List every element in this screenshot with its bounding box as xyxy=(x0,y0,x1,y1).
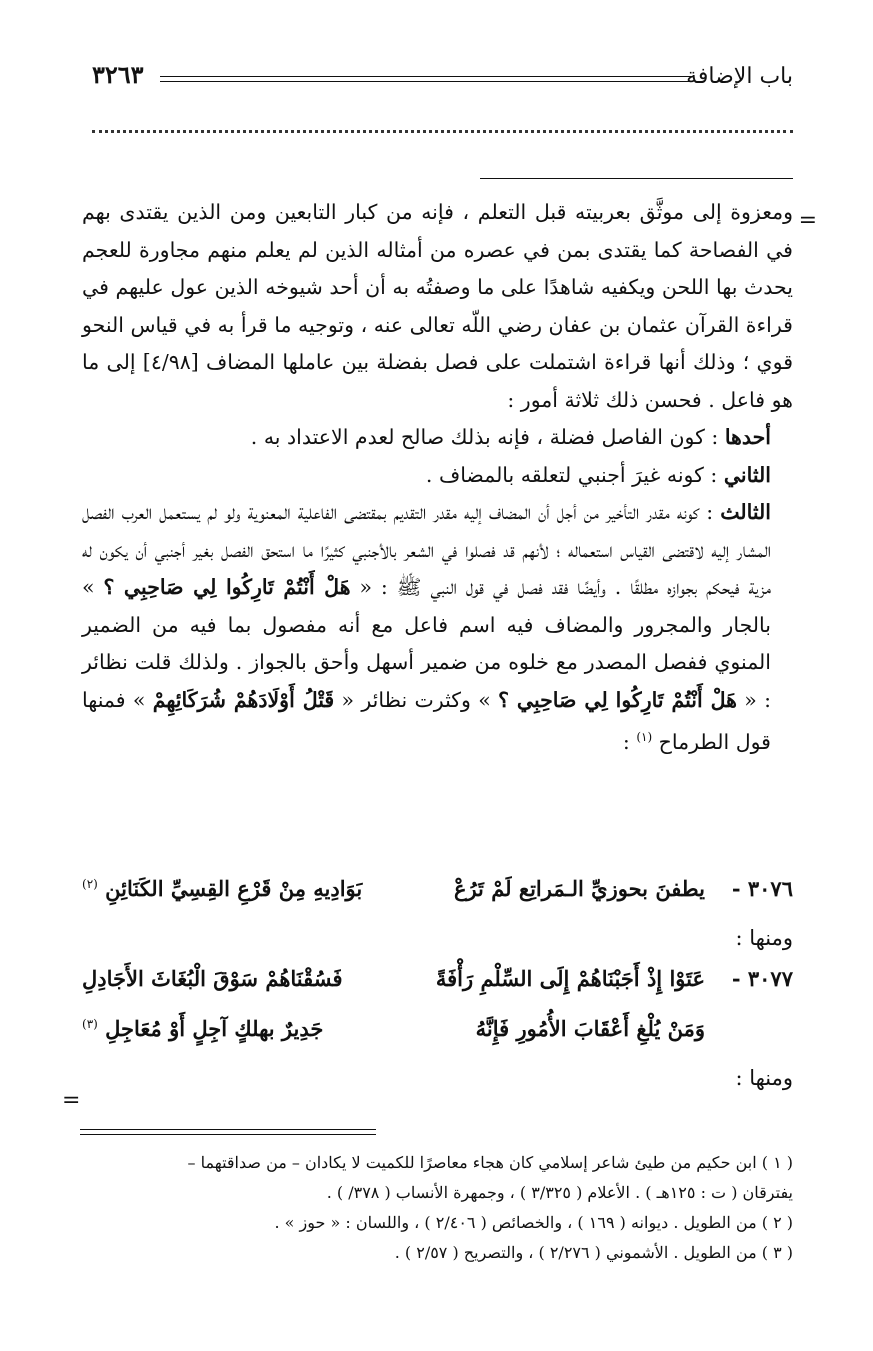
footnote-3: ( ٣ ) من الطويل . الأشموني ( ٢/٢٧٦ ) ، والتصريح ( ٢/٥٧ ) . xyxy=(394,1243,793,1262)
quran-quote: قَتْلُ أَوْلَادَهُمْ شُرَكَائِهِمْ xyxy=(152,687,335,712)
verse-second-hemistich xyxy=(82,876,362,901)
continuation-mark: = xyxy=(798,208,817,233)
hadith-quote-1: هَلْ أَنْتُمْ تَارِكُوا لِي صَاحِبِي ؟ xyxy=(103,575,351,599)
item-second xyxy=(82,457,793,495)
footnotes xyxy=(82,1148,793,1268)
minha-label-1: ومنها : xyxy=(735,926,793,950)
verse-3077-second-line xyxy=(82,1008,793,1058)
item-third-label: الثالث xyxy=(720,500,771,524)
footnote-ref-2: (٢) xyxy=(82,877,98,891)
footnote-ref-1: (١) xyxy=(636,730,653,744)
item-third-text-d: » فمنها قول الطرماح xyxy=(82,687,771,754)
header-rule-top xyxy=(160,76,693,77)
item-second-text: : كونه غيرَ أجنبي لتعلقه بالمضاف . xyxy=(425,462,724,487)
footnote-ref-3: (٣) xyxy=(82,1017,98,1031)
footnote-2: ( ٢ ) من الطويل . ديوانه ( ١٦٩ ) ، والخصائص ( ٢/٤٠٦ ) ، واللسان : « حوز » . xyxy=(274,1213,793,1232)
verse-second-hemistich xyxy=(82,1016,323,1041)
text-separator-rule xyxy=(480,178,793,179)
item-first xyxy=(82,419,793,457)
hadith-quote-2: هَلْ أَنْتُمْ تَارِكُوا لِي صَاحِبِي ؟ xyxy=(498,687,737,712)
verse-number: ٣٠٧٧ - xyxy=(731,966,793,991)
verse-number: ٣٠٧٦ - xyxy=(731,876,793,901)
verse-second-hemistich-text: بَوَادِيهِ مِنْ قَرْعِ القِسِيِّ الكَنَائِنِ xyxy=(105,876,363,901)
main-text xyxy=(82,194,793,761)
item-first-text: : كون الفاصل فضلة ، فإنه بذلك صالح لعدم الاعتداد به . xyxy=(250,425,725,449)
verse-3077 xyxy=(82,958,793,1008)
chapter-title: باب الإضافة xyxy=(686,64,793,89)
item-second-label: الثاني xyxy=(723,462,771,487)
poetry-verses xyxy=(82,868,793,1098)
verse-first-hemistich: يطفنَ بحوزيِّ الـمَراتِع لَمْ تَرُعْ xyxy=(453,876,705,901)
dotted-separator xyxy=(92,130,793,133)
item-third xyxy=(82,494,793,761)
item-third-text-e: : xyxy=(622,729,637,754)
continuation-mark-end: = xyxy=(62,1088,81,1113)
footnote-rule-bottom xyxy=(80,1134,376,1135)
verse-first-hemistich: وَمَنْ يُلْغِ أَعْقَابَ الأُمُورِ فَإِنَّهُ xyxy=(475,1016,705,1041)
verse-second-hemistich-text: جَدِيرٌ بهلكٍ آجِلٍ أَوْ مُعَاجِلِ xyxy=(105,1016,324,1041)
paragraph-intro: ومعزوة إلى موثَّق بعربيته قبل التعلم ، فإنه من كبار التابعين ومن الذين يقتدى بهم في الفصاحة كما يقتدى بمن في عصره من أمثاله الذين لم يعلم منهم مجاورة للعجم يحدث بها اللحن ويكفيه شاهدًا على ما وصفتُه به أن أحد شيوخه الذين عول عليهم في قراءة القرآن عثمان بن عفان رضي اللّه تعالى عنه ، وتوجيه ما قرأ به في قياس النحو قوي ؛ وذلك أنها قراءة اشتملت على فصل بفضلة بين عاملها المضاف [٤/٩٨] إلى ما هو فاعل . فحسن ذلك ثلاثة أمور : xyxy=(82,200,793,412)
verse-second-hemistich: فَسُقْنَاهُمْ سَوْقَ الْبُغَاثَ الأَجَادِلِ xyxy=(82,966,343,991)
item-third-text-c: » وكثرت نظائر « xyxy=(334,687,499,712)
minha-label-2: ومنها : xyxy=(735,1066,793,1090)
item-third-text-b: » بالجار والمجرور والمضاف فيه اسم فاعل مع أنه مفصول بما فيه من الضمير المنوي ففصل المصدر مع خلوه من ضمير أسهل وأحق بالجواز . ولذلك قلت نظائر : « xyxy=(82,575,772,712)
footnote-1-line-1: ( ١ ) ابن حكيم من طيئ شاعر إسلامي كان هجاء معاصرًا للكميت لا يكادان – من صداقتهما – xyxy=(187,1153,793,1172)
header-rule-bottom xyxy=(160,81,693,82)
item-first-label: أحدها xyxy=(724,425,771,449)
verse-3076 xyxy=(82,868,793,918)
verse-first-hemistich: عَتَوْا إِذْ أَجَبْنَاهُمْ إِلَى السِّلْمِ رَأْفَةً xyxy=(435,966,705,991)
footnote-1-line-2: يفترقان ( ت : ١٢٥هـ ) . الأعلام ( ٣/٣٢٥ ) ، وجمهرة الأنساب ( ٣٧٨/ ) . xyxy=(326,1183,793,1202)
item-third-text-a: : كونه مقدر التأخير من أجل أن المضاف إليه مقدر التقديم بمقتضى الفاعلية المعنوية ولو لم يستعمل العرب الفصل المشار إليه لاقتضى القياس استعماله ؛ لأنهم قد فصلوا في الشعر بالأجنبي كثيرًا ما استحق الفصل بغير أجنبي أن يكون له مزية فيحكم بجوازه مطلقًا . وأيضًا فقد فصل في قول النبي ﷺ : « xyxy=(82,500,771,599)
page-number: ٣٢٦٣ xyxy=(92,60,144,89)
footnote-rule-top xyxy=(80,1129,376,1130)
